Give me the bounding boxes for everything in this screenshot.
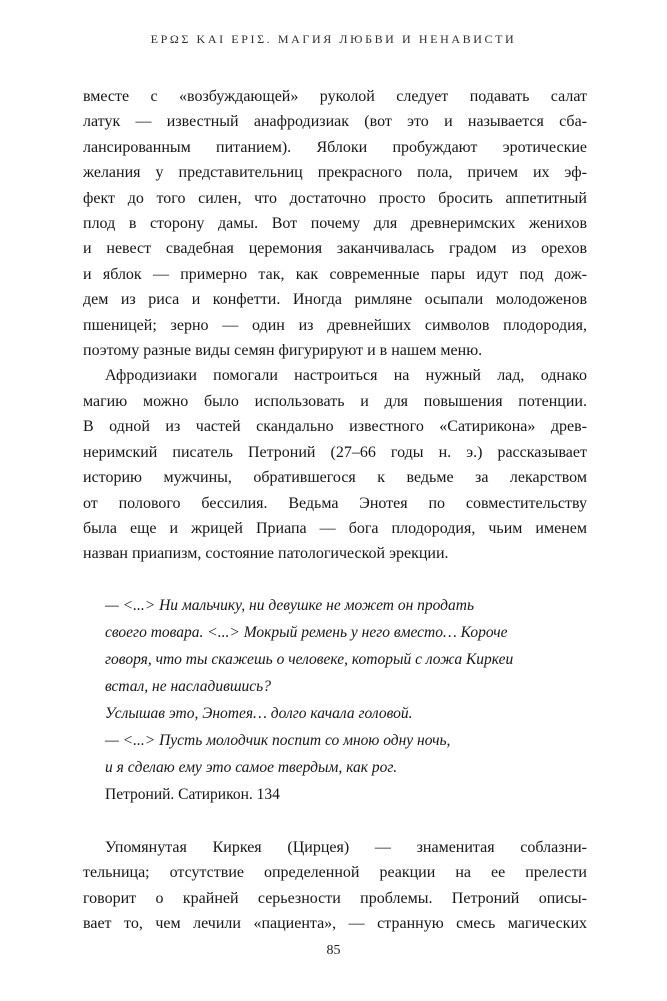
text-line: была еще и жрицей Приапа — бога плодородия, чьим именем bbox=[83, 519, 587, 537]
text-line: своего товара. <...> Мокрый ремень у него вместо… Короче bbox=[105, 623, 508, 641]
text-line: неримский писатель Петроний (27–66 годы н. э.) рассказывает bbox=[83, 443, 587, 461]
text-line: — <...> Пусть молодчик поспит со мною одну ночь, bbox=[105, 731, 451, 749]
text-line: В одной из частей скандально известного «Сатирикона» древ- bbox=[83, 418, 587, 436]
text-block bbox=[83, 84, 587, 936]
text-line: пшеницей; зерно — один из древнейших символов плодородия, bbox=[83, 316, 587, 334]
text-line: магию можно было использовать и для повышения потенции. bbox=[83, 392, 587, 410]
text-line: Упомянутая Киркея (Цирцея) — знаменитая соблазни- bbox=[105, 838, 587, 856]
text-line: лансированным питанием). Яблоки пробуждают эротические bbox=[83, 138, 587, 156]
quote-attribution: Петроний. Сатирикон. 134 bbox=[105, 785, 280, 803]
text-line: и я сделаю ему это самое твердым, как рог. bbox=[105, 758, 398, 776]
text-line: плод в сторону дамы. Вот почему для древнеримских женихов bbox=[83, 215, 587, 233]
text-line: тельница; отсутствие определенной реакции на ее прелести bbox=[83, 864, 587, 882]
text-line: говоря, что ты скажешь о человеке, который с ложа Киркеи bbox=[105, 650, 514, 668]
text-line: встал, не насладившись? bbox=[105, 677, 271, 695]
text-line: назван приапизм, состояние патологической эрекции. bbox=[83, 545, 449, 563]
text-line: поэтому разные виды семян фигурируют и в нашем меню. bbox=[83, 342, 483, 360]
paragraph bbox=[83, 363, 587, 566]
text-line: фект до того силен, что достаточно просто бросить аппетитный bbox=[83, 189, 587, 207]
text-line: Афродизиаки помогали настроиться на нужный лад, однако bbox=[105, 367, 587, 385]
text-line: дем из риса и конфетти. Иногда римляне осыпали молодоженов bbox=[83, 291, 587, 309]
text-line: Услышав это, Энотея… долго качала головой. bbox=[105, 704, 413, 722]
block-quote bbox=[105, 592, 567, 808]
text-line: историю мужчины, обратившегося к ведьме за лекарством bbox=[83, 469, 587, 487]
running-header: ΕΡΩΣ ΚΑΙ ΕΡΙΣ. МАГИЯ ЛЮБВИ И НЕНАВИСТИ bbox=[150, 32, 517, 46]
text-line: говорит о крайней серьезности проблемы. Петроний описы- bbox=[83, 889, 587, 907]
text-line: желания у представительниц прекрасного пола, причем их эф- bbox=[83, 164, 587, 182]
text-line: латук — известный анафродизиак (вот это и называется сба- bbox=[83, 113, 587, 131]
text-line: — <...> Ни мальчику, ни девушке не может он продать bbox=[105, 596, 475, 614]
text-line: от полового бессилия. Ведьма Энотея по совместительству bbox=[83, 494, 587, 512]
page-number: 85 bbox=[326, 943, 341, 958]
text-line: вместе с «возбуждающей» руколой следует подавать салат bbox=[83, 88, 587, 105]
text-line: и яблок — примерно так, как современные пары идут под дож- bbox=[83, 265, 587, 283]
paragraph bbox=[83, 84, 587, 363]
text-line: вает то, чем лечили «пациента», — странную смесь магических bbox=[83, 914, 587, 932]
text-line: и невест свадебная церемония заканчивалась градом из орехов bbox=[83, 240, 587, 258]
paragraph bbox=[83, 835, 587, 937]
